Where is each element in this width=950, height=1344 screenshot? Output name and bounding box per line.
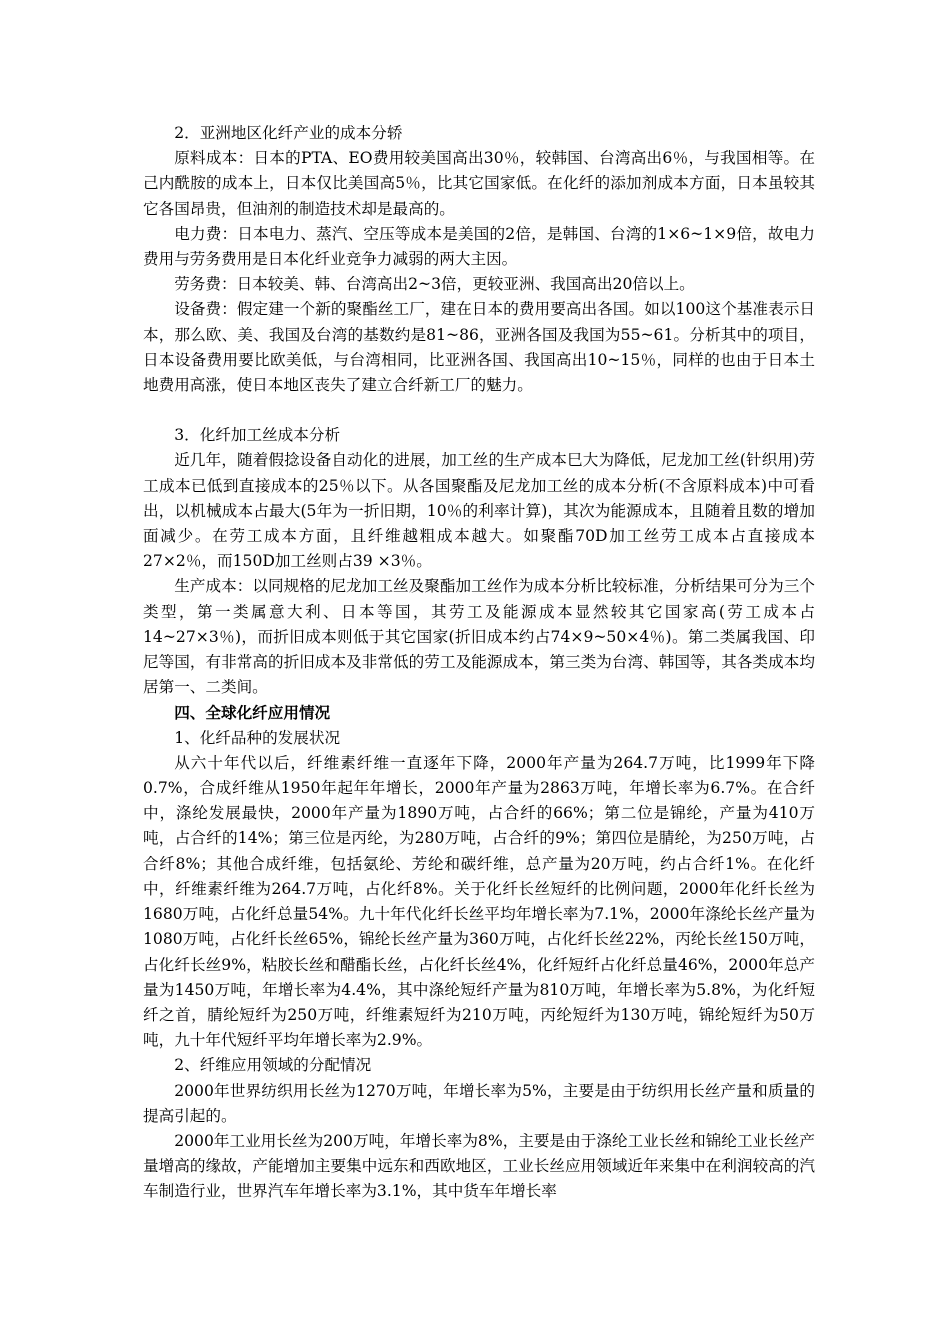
paragraph-fiber-variety-development: 从六十年代以后，纤维素纤维一直逐年下降，2000年产量为264.7万吨，比1999年下降0.7%，合成纤维从1950年起年年增长，2000年产量为2863万吨，年增长率为6.7%。在合纤中，涤纶发展最快，2000年产量为1890万吨，占合纤的66%；第二位是锦纶，产量为410万吨，占合纤的14%；第三位是丙纶，为280万吨，占合纤的9%；第四位是腈纶，为250万吨，占合纤8%；其他合成纤维，包括氨纶、芳纶和碳纤维，总产量为20万吨，约占合纤1%。在化纤中，纤维素纤维为264.7万吨，占化纤8%。关于化纤长丝短纤的比例问题，2000年化纤长丝为1680万吨，占化纤总量54%。九十年代化纤长丝平均年增长率为7.1%，2000年涤纶长丝产量为1080万吨，占化纤长丝65%，锦纶长丝产量为360万吨，占化纤长丝22%，丙纶长丝150万吨，占化纤长丝9%，粘胶长丝和醋酯长丝，占化纤长丝4%，化纤短纤占化纤总量46%，2000年总产量为1450万吨，年增长率为4.4%，其中涤纶短纤产量为810万吨，年增长率为5.8%，为化纤短纤之首，腈纶短纤为250万吨，纤维素短纤为210万吨，丙纶短纤为130万吨，锦纶短纤为50万吨，九十年代短纤平均年增长率为2.9%。 xyxy=(143,753,815,1050)
paragraph-equipment-cost: 设备费：假定建一个新的聚酯丝工厂，建在日本的费用要高出各国。如以100这个基准表示日本，那么欧、美、我国及台湾的基数约是81~86，亚洲各国及我国为55~61。分析其中的项目，日本设备费用要比欧美低，与台湾相同，比亚洲各国、我国高出10~15％，同样的也由于日本土地费用高涨，使日本地区丧失了建立合纤新工厂的魅力。 xyxy=(143,300,815,395)
paragraph-textile-filament: 2000年世界纺织用长丝为1270万吨，年增长率为5%，主要是由于纺织用长丝产量和质量的提高引起的。 xyxy=(143,1081,815,1125)
subsection-4-2-heading: 2、纤维应用领域的分配情况 xyxy=(174,1056,372,1075)
section-2-heading: 2．亚洲地区化纤产业的成本分轿 xyxy=(174,124,403,142)
paragraph-raw-material-cost: 原料成本：日本的PTA、EO费用较美国高出30％，较韩国、台湾高出6％，与我国相等。在己内酰胺的成本上，日本仅比美国高5％，比其它国家低。在化纤的添加剂成本方面，日本虽较其它各国昂贵，但油剂的制造技术却是最高的。 xyxy=(143,149,815,218)
paragraph-labor-cost: 劳务费：日本较美、韩、台湾高出2~3倍，更较亚洲、我国高出20倍以上。 xyxy=(174,275,695,294)
subsection-4-1-heading: 1、化纤品种的发展状况 xyxy=(174,728,341,747)
paragraph-industrial-filament: 2000年工业用长丝为200万吨，年增长率为8%，主要是由于涤纶工业长丝和锦纶工业长丝产量增高的缘故，产能增加主要集中远东和西欧地区，工业长丝应用领域近年来集中在利润较高的汽车制造行业，世界汽车年增长率为3.1%，其中货车年增长率 xyxy=(143,1131,815,1201)
paragraph-production-cost: 生产成本：以同规格的尼龙加工丝及聚酯加工丝作为成本分析比较标准，分析结果可分为三个类型，第一类属意大利、日本等国，其劳工及能源成本显然较其它国家高(劳工成本占14~27×3％)，而折旧成本则低于其它国家(折旧成本约占74×9~50×4％)。第二类属我国、印尼等国，有非常高的折旧成本及非常低的劳工及能源成本，第三类为台湾、韩国等，其各类成本均居第一、二类间。 xyxy=(143,577,815,697)
paragraph-electricity-cost: 电力费：日本电力、蒸汽、空压等成本是美国的2倍，是韩国、台湾的1×6~1×9倍，故电力费用与劳务费用是日本化纤业竞争力减弱的两大主因。 xyxy=(143,224,815,269)
document-body xyxy=(143,121,815,1205)
paragraph-textured-yarn-cost: 近几年，随着假捻设备自动化的进展，加工丝的生产成本巳大为降低，尼龙加工丝(针织用)劳工成本已低到直接成本的25％以下。从各国聚酯及尼龙加工丝的成本分析(不含原料成本)中可看出，以机械成本占最大(5年为一折旧期，10％的利率计算)，其次为能源成本，且随着且数的增加面减少。在劳工成本方面，且纤维越粗成本越大。如聚酯70D加工丝劳工成本占直接成本27×2％，而150D加工丝则占39 ×3％。 xyxy=(143,451,815,571)
paragraph-spacer xyxy=(143,398,815,423)
section-4-heading: 四、全球化纤应用情况 xyxy=(174,703,331,723)
section-3-heading: 3．化纤加工丝成本分析 xyxy=(174,426,341,445)
